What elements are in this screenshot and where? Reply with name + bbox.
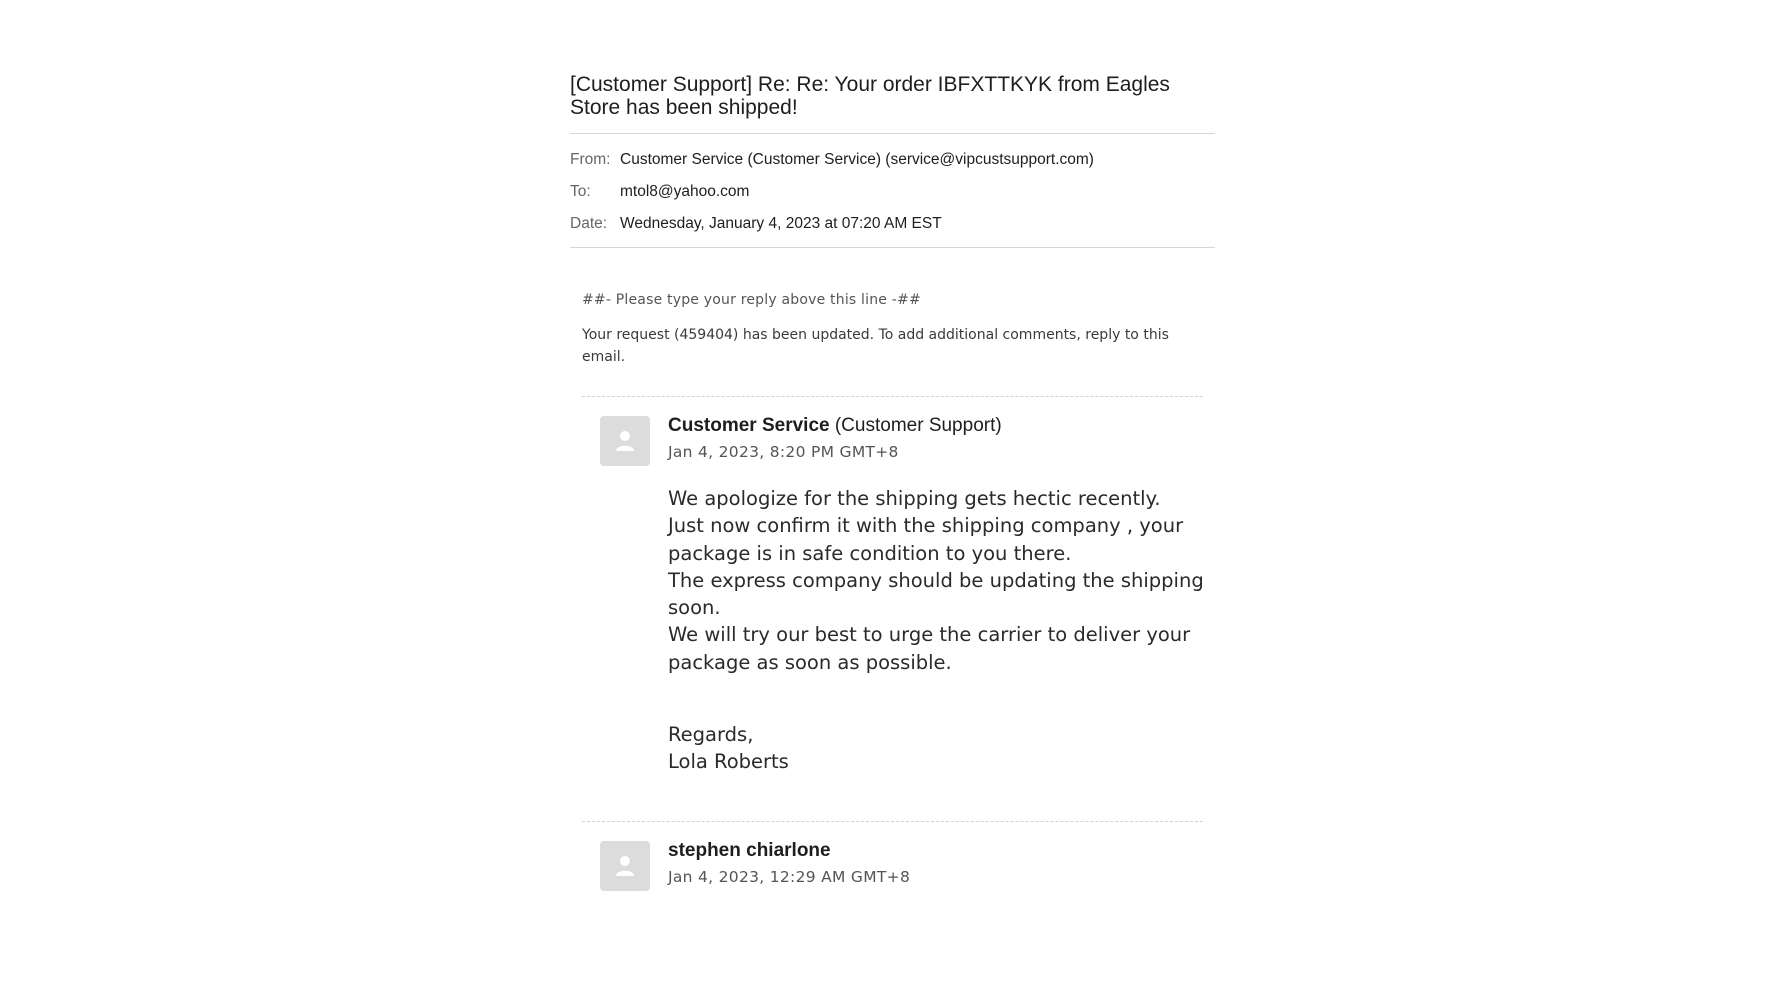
avatar xyxy=(600,416,650,466)
request-note: Your request (459404) has been updated. To add additional comments, reply to this email. xyxy=(582,327,1169,365)
email-body xyxy=(570,292,1215,891)
signature-name: Lola Roberts xyxy=(668,750,789,774)
user-silhouette-icon xyxy=(615,855,635,877)
comment-body xyxy=(668,485,1208,676)
comment-line: We apologize for the shipping gets hectic recently. xyxy=(668,487,1161,510)
email-view xyxy=(570,70,1215,891)
comment-date: Jan 4, 2023, 8:20 PM GMT+8 xyxy=(668,443,899,461)
comment-author-line xyxy=(668,840,910,862)
comment-line: We will try our best to urge the carrier to deliver your package as soon as possible. xyxy=(668,623,1191,674)
date-label: Date: xyxy=(570,215,608,232)
comment-author-role: (Customer Support) xyxy=(834,415,1002,436)
comment-signoff xyxy=(668,721,1208,776)
to-label: To: xyxy=(570,183,591,200)
user-silhouette-icon xyxy=(615,430,635,452)
comment-line: The express company should be updating the shipping soon. xyxy=(668,568,1204,620)
comment-content xyxy=(668,840,910,891)
date-value: Wednesday, January 4, 2023 at 07:20 AM EST xyxy=(620,215,942,232)
comment-author: stephen chiarlone xyxy=(668,839,831,861)
avatar xyxy=(600,841,650,891)
comment-line: Just now confirm it with the shipping company , your package is in safe condition to you there. xyxy=(668,514,1184,565)
comment-divider xyxy=(582,396,1203,397)
comment-date: Jan 4, 2023, 12:29 AM GMT+8 xyxy=(668,867,911,886)
comment-author-line xyxy=(668,415,1208,437)
from-value[interactable]: Customer Service (Customer Service) (service@vipcustsupport.com) xyxy=(620,151,1094,168)
comment-divider xyxy=(582,821,1203,822)
regards-text: Regards, xyxy=(668,723,754,747)
comment-entry xyxy=(582,415,1203,776)
comment-entry xyxy=(582,840,1203,891)
reply-marker: ##- Please type your reply above this line -## xyxy=(582,292,921,308)
email-header-meta xyxy=(570,134,1215,248)
from-label: From: xyxy=(570,151,611,168)
to-value[interactable]: mtol8@yahoo.com xyxy=(620,183,750,200)
to-row xyxy=(570,182,1215,202)
email-subject: [Customer Support] Re: Re: Your order IBFXTTKYK from Eagles Store has been shipped! xyxy=(570,73,1215,134)
date-row xyxy=(570,214,1215,234)
comment-author: Customer Service xyxy=(668,415,830,436)
comment-content xyxy=(668,415,1208,776)
from-row xyxy=(570,150,1215,170)
